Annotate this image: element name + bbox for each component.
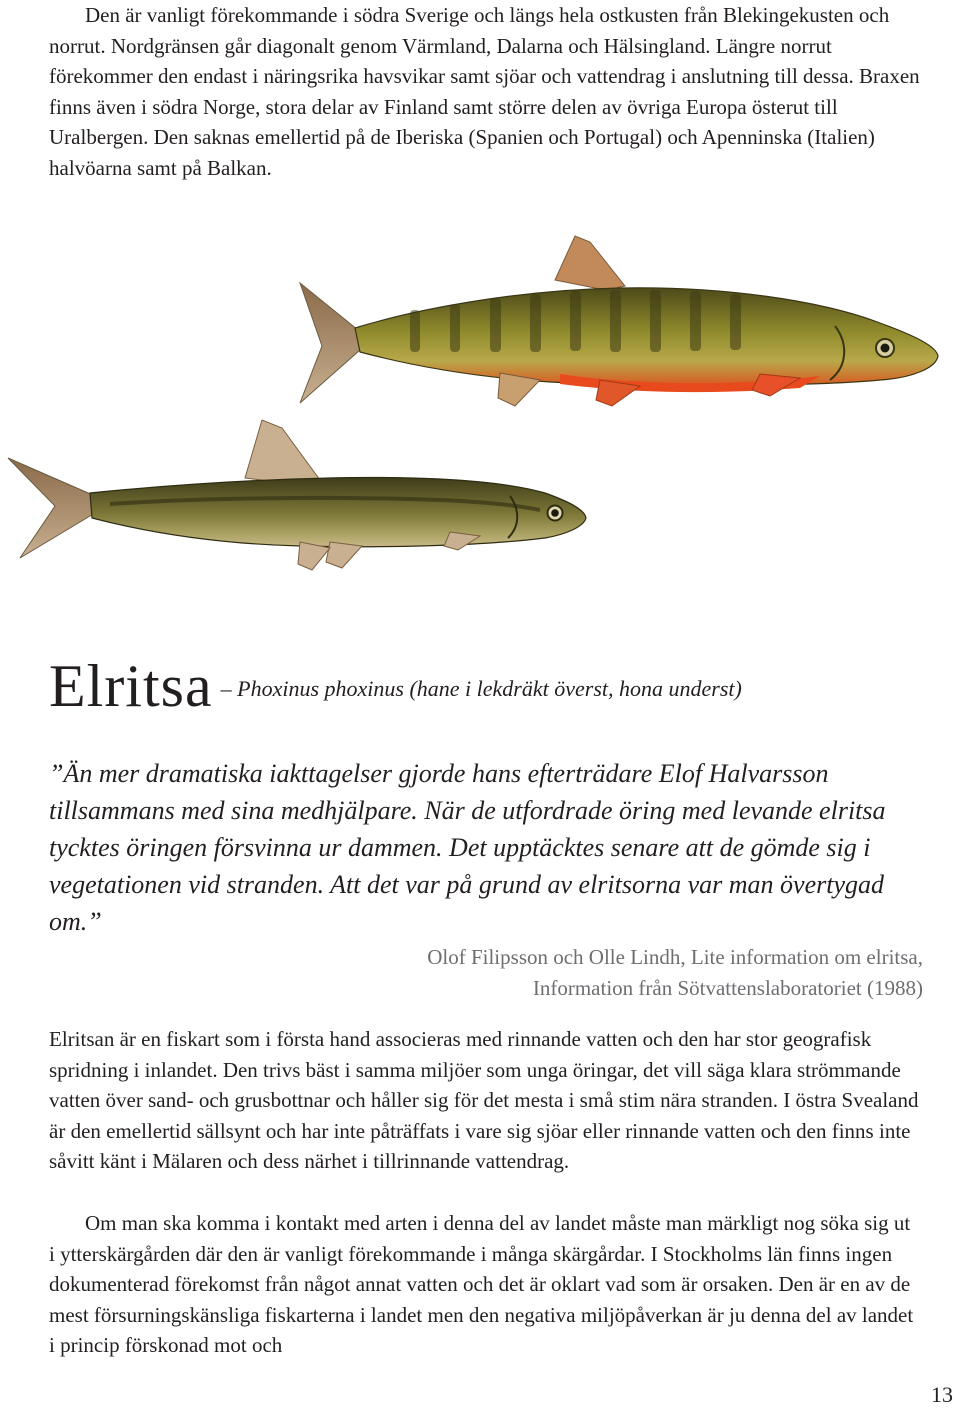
species-name: Elritsa bbox=[49, 653, 213, 719]
male-fish-illustration bbox=[300, 236, 938, 406]
male-tail-fin bbox=[300, 283, 360, 403]
female-dorsal-fin bbox=[245, 420, 320, 484]
quote: ”Än mer dramatiska iakttagelser gjorde hans efterträdare Elof Halvarsson tillsammans med sina medhjälpare. När de utfordrade öring med levande elritsa tycktes öringen försvinna ur dammen. Det upptäcktes senare att de gömde sig i vegetationen vid stranden. Att det var på grund av elritsorna var man övertygad om.” bbox=[49, 759, 886, 936]
citation-line-1: Olof Filipsson och Olle Lindh, Lite information om elritsa, bbox=[427, 945, 923, 969]
female-fish-illustration bbox=[8, 420, 586, 570]
intro-paragraph: Den är vanligt förekommande i södra Sverige och längs hela ostkusten från Blekingekusten och norrut. Nordgränsen går diagonalt genom Värmland, Dalarna och Hälsingland. Längre norrut förekommer den endast i näringsrika havsvikar samt sjöar och vattendrag i anslutning till dessa. Braxen finns även i södra Norge, stora delar av Finland samt större delen av övriga Europa österut till Uralbergen. Den saknas emellertid på de Iberiska (Spanien och Portugal) och Apenninska (Italien) halvöarna samt på Balkan. bbox=[49, 3, 920, 180]
body-paragraph-2: Om man ska komma i kontakt med arten i denna del av landet måste man märkligt nog söka sig ut i ytterskärgården där den är vanligt förekommande i många skärgårdar. I Stockholms län finns ingen dokumenterad förekomst från något annat vatten och det är oklart vad som är orsaken. Den är en av de mest försurningskänsliga fiskarterna i landet men den negativa miljöpåverkan är ju denna del av landet i princip förskonad mot och bbox=[49, 1211, 914, 1358]
species-latin-name: – Phoxinus phoxinus (hane i lekdräkt överst, hona underst) bbox=[220, 676, 742, 701]
body-paragraph-1: Elritsan är en fiskart som i första hand associeras med rinnande vatten och den har stor geografisk spridning i inlandet. Den trivs bäst i samma miljöer som unga öringar, det vill säga klara strömmande vatten över sand- och grusbottnar och håller sig för det mesta i små stim nära stranden. I östra Svealand är den emellertid sällsynt och har inte påträffats i vare sig sjöar eller rinnande vatten och den finns inte såvitt känt i Mälaren och dess närhet i tillrinnande vattendrag. bbox=[49, 1027, 919, 1174]
quote-citation bbox=[223, 942, 923, 1004]
fish-illustrations bbox=[0, 228, 960, 613]
male-body-bars bbox=[410, 290, 741, 352]
page-number: 13 bbox=[931, 1382, 953, 1407]
female-tail-fin bbox=[8, 458, 95, 558]
male-body bbox=[355, 288, 938, 385]
female-pelvic-fin bbox=[326, 542, 362, 568]
female-body bbox=[90, 478, 586, 547]
male-dorsal-fin bbox=[555, 236, 625, 290]
citation-line-2: Information från Sötvattenslaboratoriet (1988) bbox=[532, 976, 923, 1000]
species-heading bbox=[49, 652, 929, 721]
